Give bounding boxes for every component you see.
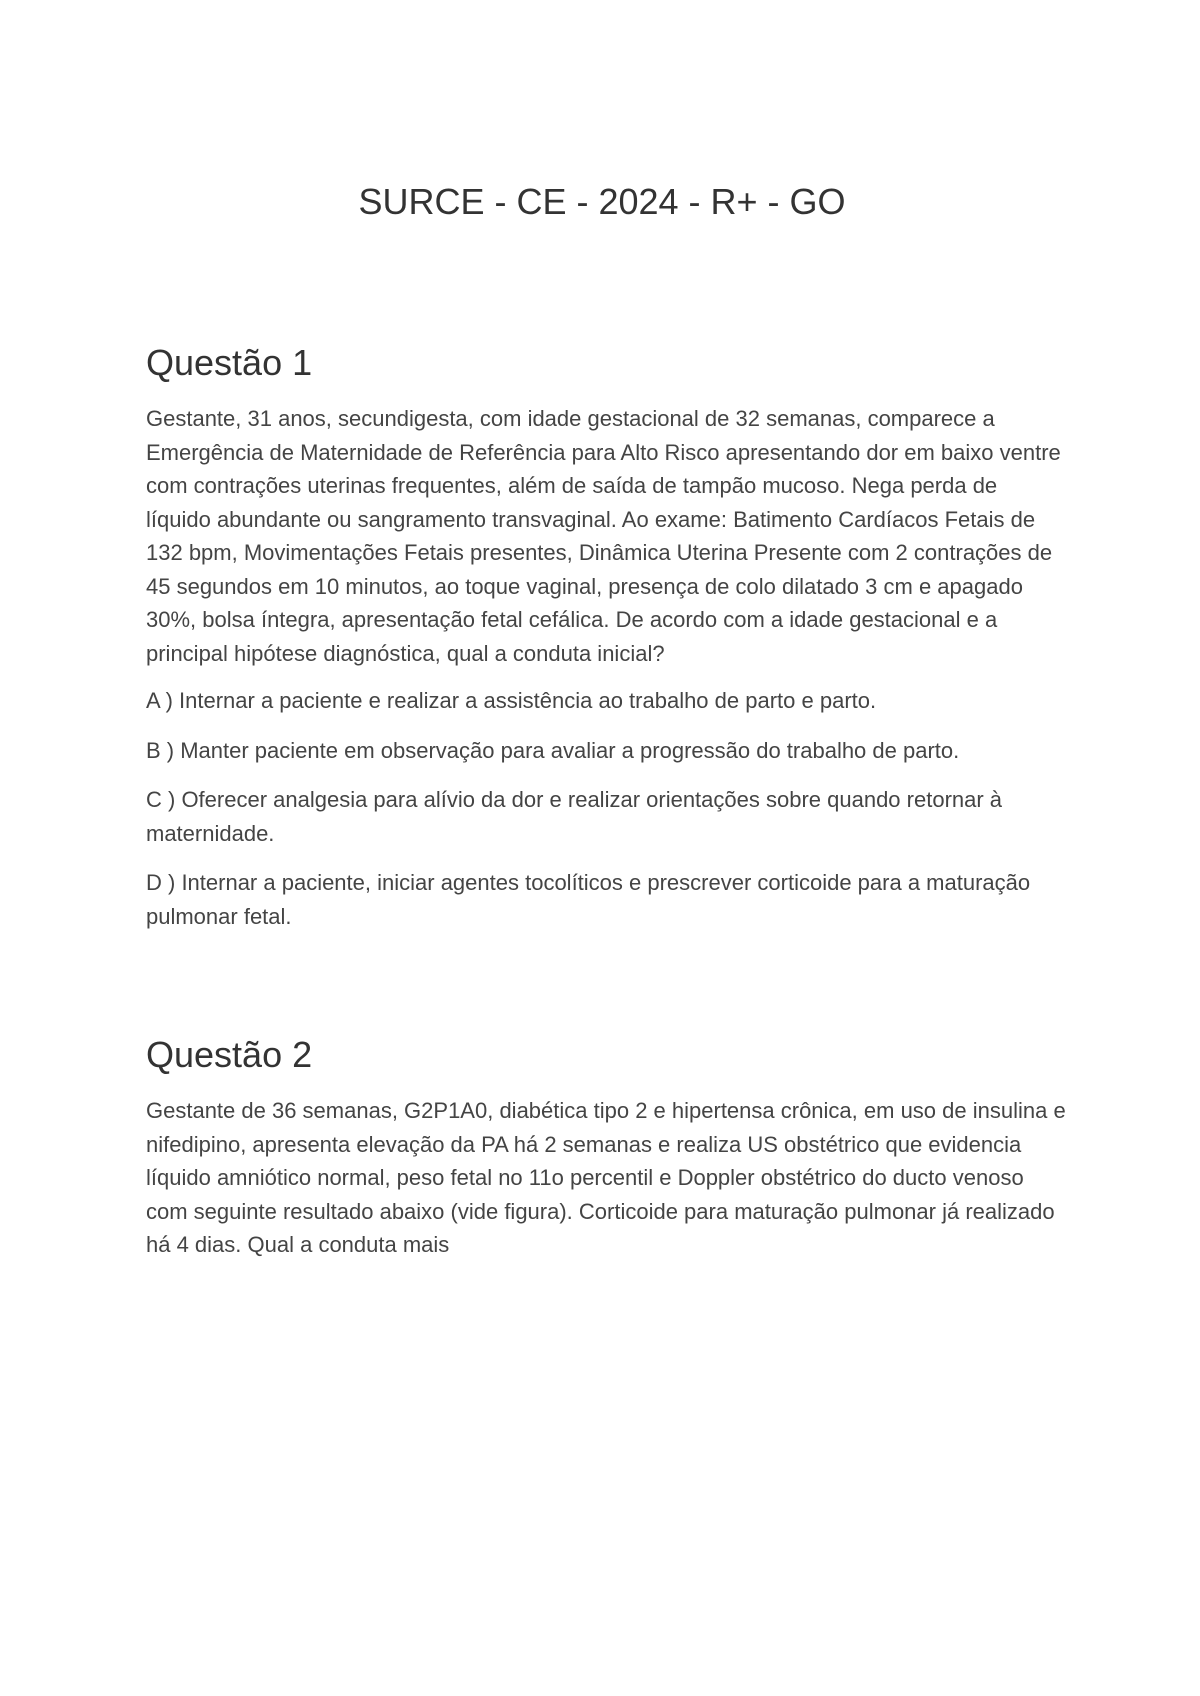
question-1-option-a[interactable]: A ) Internar a paciente e realizar a assistência ao trabalho de parto e parto. — [146, 688, 877, 713]
question-1 — [146, 338, 1066, 949]
question-1-option-d[interactable]: D ) Internar a paciente, iniciar agentes tocolíticos e prescrever corticoide para a maturação pulmonar fetal. — [146, 870, 1031, 929]
question-1-options — [146, 684, 1066, 933]
question-2 — [146, 1030, 1066, 1262]
question-2-text: Gestante de 36 semanas, G2P1A0, diabética tipo 2 e hipertensa crônica, em uso de insulina e nifedipino, apresenta elevação da PA há 2 semanas e realiza US obstétrico que evidencia líquido amniótico normal, peso fetal no 11o percentil e Doppler obstétrico do ducto venoso com seguinte resultado abaixo (vide figura). Corticoide para maturação pulmonar já realizado há 4 dias. Qual a conduta mais — [146, 1098, 1066, 1257]
document-title: SURCE - CE - 2024 - R+ - GO — [358, 181, 846, 222]
question-1-heading: Questão 1 — [146, 342, 313, 383]
question-2-heading: Questão 2 — [146, 1034, 313, 1075]
question-1-option-c[interactable]: C ) Oferecer analgesia para alívio da dor e realizar orientações sobre quando retornar à maternidade. — [146, 787, 1003, 846]
question-1-text: Gestante, 31 anos, secundigesta, com idade gestacional de 32 semanas, comparece a Emergência de Maternidade de Referência para Alto Risco apresentando dor em baixo ventre com contrações uterinas frequentes, além de saída de tampão mucoso. Nega perda de líquido abundante ou sangramento transvaginal. Ao exame: Batimento Cardíacos Fetais de 132 bpm, Movimentações Fetais presentes, Dinâmica Uterina Presente com 2 contrações de 45 segundos em 10 minutos, ao toque vaginal, presença de colo dilatado 3 cm e apagado 30%, bolsa íntegra, apresentação fetal cefálica. De acordo com a idade gestacional e a principal hipótese diagnóstica, qual a conduta inicial? — [146, 406, 1061, 666]
question-1-option-b[interactable]: B ) Manter paciente em observação para avaliar a progressão do trabalho de parto. — [146, 737, 960, 763]
